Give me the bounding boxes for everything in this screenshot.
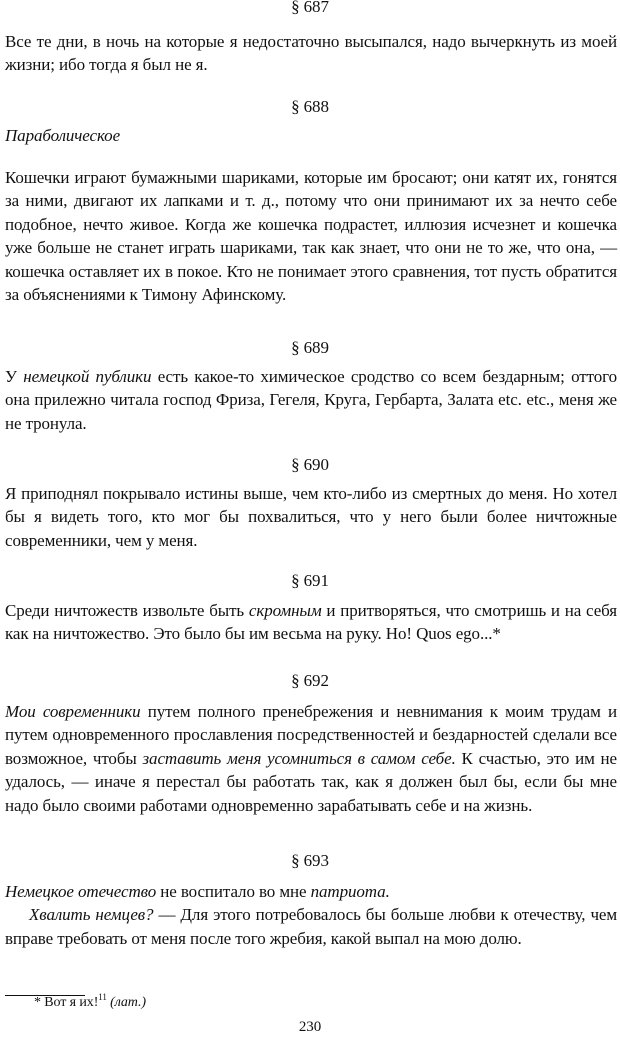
paragraph: Кошечки играют бумажными шариками, которые им бросают; они катят их, гонятся за ними, двигают их лапками и т. д., потому что они принимают их за нечто себе подобное, нечто живое. Когда же кошечка подрастет, иллюзия исчезнет и кошечка уже больше не станет играть шариками, так как знает, что они не то же, что она, — кошечка оставляет их в покое. Кто не понимает этого сравнения, тот пусть обратится за объяснениями к Тимону Афинскому. (5, 168, 617, 305)
text-run: есть какое-то химическое сродство со всем бездарным; оттого она прилежно читала господ Фриза, Гегеля, Круга, Гербарта, Залата etc. etc., меня же не тронула. (5, 367, 617, 433)
section-number: § 693 (291, 851, 329, 870)
section-number: § 687 (291, 0, 329, 16)
paragraph: Все те дни, в ночь на которые я недостаточно высыпался, надо вычеркнуть из моей жизни; ибо тогда я был не я. (5, 32, 617, 75)
italic-run: Хвалить немцев? (29, 905, 154, 925)
paragraph (5, 903, 617, 950)
text-run: путем полного пренебрежения и невнимания к моим трудам и путем одновременного прославления посредственностей и бездарностей сделали все возможное, чтобы (5, 702, 617, 768)
section-692-body (5, 700, 617, 817)
text-run: Среди ничтожеств извольте быть (5, 601, 249, 620)
section-number: § 691 (291, 571, 329, 590)
italic-run: патриота. (310, 882, 390, 901)
text-run: К счастью, это им не удалось, — иначе я перестал бы работать так, как я должен был бы, если бы мне надо было своими работами одновременно зарабатывать себе и на жизнь. (5, 748, 617, 815)
paragraph (5, 880, 617, 903)
section-689-body (5, 365, 617, 435)
section-subtitle (5, 124, 617, 147)
section-number: § 692 (291, 671, 329, 690)
text-run: не воспитало во мне (156, 882, 311, 901)
section-693-body (5, 880, 617, 950)
footnote-ref: 11 (98, 992, 107, 1002)
paragraph (5, 700, 617, 817)
footnote-text: * Вот я их! (34, 995, 99, 1010)
paragraph (5, 365, 617, 435)
italic-run: Немецкое отечество (5, 882, 157, 901)
section-number: § 690 (291, 455, 329, 474)
footnote (34, 994, 146, 1012)
section-688-body (5, 166, 617, 306)
text-run: — Для этого потребовалось бы больше любви к отечеству, чем вправе требовать от меня после того жребия, какой выпал на мою долю. (5, 905, 618, 948)
section-number: § 689 (291, 338, 329, 357)
text-run: и притворяться, что смотришь и на себя как на ничтожество. Это было бы им весьма на руку. Но! Quos ego...* (5, 601, 617, 644)
italic-run: заставить меня усомниться в самом себе. (142, 748, 456, 768)
section-687-body (5, 30, 617, 77)
page-number: 230 (298, 1019, 322, 1035)
footnote-lang: (лат.) (110, 995, 146, 1010)
section-690-body (5, 482, 617, 552)
text-run: У (5, 367, 24, 386)
italic-run: немецкой публики (23, 367, 152, 386)
section-691-body (5, 599, 617, 646)
section-number: § 688 (291, 97, 329, 116)
subtitle: Параболическое (5, 126, 121, 145)
italic-run: скромным (248, 601, 322, 620)
italic-run: Мои современники (5, 702, 141, 721)
paragraph (5, 599, 617, 646)
paragraph: Я приподнял покрывало истины выше, чем кто-либо из смертных до меня. Но хотел бы я видеть того, кто мог бы похвалиться, что у него были более ничтожные современники, чем у меня. (5, 484, 617, 550)
